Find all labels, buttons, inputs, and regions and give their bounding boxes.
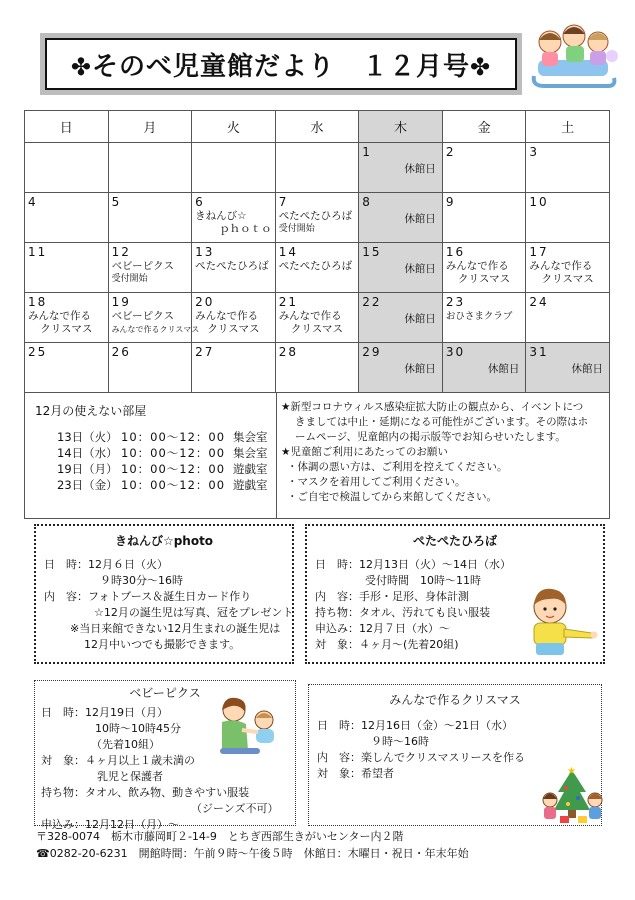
event-label: クリスマス	[458, 273, 511, 285]
day-number: 6	[195, 195, 205, 209]
calendar-cell-21	[275, 293, 359, 343]
room-row	[35, 445, 276, 461]
calendar-cell-7	[275, 193, 359, 243]
calendar-cell-empty	[275, 143, 359, 193]
calendar-cell-25	[25, 343, 109, 393]
event-label: おひさまクラブ	[445, 311, 513, 322]
xmas-line: 日 時：12月16日（金）～21日（水）	[317, 719, 513, 732]
notice-line: ★新型コロナウィルス感染症拡大防止の観点から、イベントにつ	[281, 401, 584, 413]
baby-line: 乳児と保護者	[97, 770, 163, 783]
calendar-cell-14	[275, 243, 359, 293]
christmas-tree-illustration	[540, 762, 604, 826]
room-date: 19日（月）	[57, 462, 118, 476]
event-label: クリスマス	[541, 273, 594, 285]
day-number: 22	[362, 295, 382, 309]
closed-label: 休館日	[404, 263, 436, 275]
day-number: 28	[278, 345, 298, 359]
room-time: 10：00～12：00	[121, 462, 226, 476]
clover-icon: ✤	[470, 52, 492, 81]
kinenbi-line: ※当日来館できない12月生まれの誕生児は	[70, 622, 281, 635]
calendar-cell-2	[442, 143, 526, 193]
day-number: 10	[529, 195, 549, 209]
day-number: 21	[278, 295, 298, 309]
kinenbi-line: 日 時：12月６日（火）	[44, 558, 168, 571]
day-number: 1	[362, 145, 372, 159]
calendar-cell-18	[25, 293, 109, 343]
calendar-cell-3	[526, 143, 610, 193]
parent-baby-illustration	[212, 694, 288, 756]
xmas-title: みんなで作るクリスマス	[389, 693, 521, 707]
room-name: 集会室	[233, 430, 268, 444]
kinenbi-line: 内 容：フォトブース＆誕生日カード作り	[44, 590, 252, 603]
calendar-cell-1	[359, 143, 443, 193]
calendar-cell-19	[108, 293, 200, 343]
event-label: クリスマス	[40, 323, 93, 335]
closed-label: 休館日	[404, 213, 436, 225]
event-label: ぺたぺたひろば	[195, 260, 269, 272]
weekday-header-row	[25, 111, 610, 143]
day-number: 23	[445, 295, 466, 309]
closed-label: 休館日	[487, 363, 520, 375]
baby-line: （ジーンズ不可）	[191, 802, 279, 815]
room-time: 10：00～12：00	[121, 478, 226, 492]
day-number: 24	[529, 295, 549, 309]
kinenbi-line: 12月中いつでも撮影できます。	[84, 638, 241, 651]
calendar-cell-empty	[25, 143, 109, 193]
peta-line: 対 象：４ヶ月～(先着20組)	[315, 638, 459, 651]
event-label: クリスマス	[207, 323, 260, 335]
calendar-cell-empty	[108, 143, 192, 193]
info-section	[24, 393, 610, 519]
closed-label: 休館日	[404, 363, 436, 375]
room-date: 23日（金）	[57, 478, 118, 492]
calendar-week-5	[25, 343, 610, 393]
footer-address: 〒328-0074 栃木市藤岡町２-14-9 とちぎ西部生きがいセンター内２階	[36, 830, 404, 843]
day-number: 20	[195, 295, 215, 309]
kinenbi-photo-box	[34, 524, 294, 664]
event-label: 受付開始	[111, 274, 148, 284]
calendar-week-1	[25, 143, 610, 193]
calendar-week-4	[25, 293, 610, 343]
svg-text:★: ★	[567, 766, 576, 777]
event-label: ベビーピクス	[111, 310, 175, 322]
event-label: クリスマス	[290, 323, 344, 335]
event-label: みんなで作る	[278, 310, 342, 322]
kinenbi-title: きねんび☆photo	[114, 534, 214, 548]
room-row	[35, 429, 276, 445]
baby-line: 日 時：12月19日（月）	[41, 706, 168, 719]
xmas-line: ９時～16時	[371, 735, 429, 748]
notice-block	[281, 400, 611, 505]
day-number: 3	[529, 145, 540, 159]
baby-line: （先着10組）	[91, 738, 160, 751]
room-name: 集会室	[233, 446, 268, 460]
notice-line: ・ご自宅で検温してから来館してください。	[287, 491, 497, 503]
calendar-week-2	[25, 193, 610, 243]
day-number: 15	[362, 245, 382, 259]
day-number: 13	[195, 245, 215, 259]
calendar-cell-30	[442, 343, 526, 393]
baby-line: 10時～10時45分	[95, 722, 181, 735]
calendar-cell-9	[442, 193, 526, 243]
day-number: 12	[111, 245, 131, 259]
day-number: 27	[195, 345, 215, 359]
peta-title: ぺたぺたひろば	[412, 534, 497, 548]
calendar-cell-17	[526, 243, 610, 293]
child-pointing-illustration	[520, 585, 600, 660]
baby-line: 申込み：12月12日（月）～	[41, 818, 179, 831]
xmas-line: 対 象：希望者	[317, 767, 394, 780]
clover-icon: ✤	[70, 52, 92, 81]
event-label: みんなで作る	[28, 310, 91, 322]
calendar-cell-29	[359, 343, 443, 393]
day-number: 11	[28, 245, 48, 259]
room-row	[35, 461, 276, 477]
calendar-cell-15	[359, 243, 443, 293]
room-date: 13日（火）	[57, 430, 118, 444]
closed-label: 休館日	[571, 363, 603, 375]
day-number: 25	[28, 345, 48, 359]
day-number: 2	[445, 145, 456, 159]
event-label: みんなで作る	[195, 310, 259, 322]
closed-label: 休館日	[404, 313, 436, 325]
calendar-cell-22	[359, 293, 443, 343]
calendar-cell-16	[442, 243, 526, 293]
baby-title: ベビーピクス	[129, 686, 201, 700]
peta-line: 内 容：手形・足形、身体計測	[315, 590, 469, 603]
calendar-cell-11	[25, 243, 109, 293]
weekday-sat: 土	[526, 111, 610, 143]
room-name: 遊戯室	[233, 462, 268, 476]
kinenbi-line: ９時30分～16時	[100, 574, 183, 587]
calendar-cell-24	[526, 293, 610, 343]
unavailable-rooms	[25, 393, 277, 518]
event-label: 受付開始	[278, 224, 315, 234]
day-number: 18	[28, 295, 48, 309]
weekday-wed: 水	[275, 111, 359, 143]
notice-line: ームページ、児童館内の掲示版等でお知らせいたします。	[295, 431, 566, 443]
calendar-cell-31	[526, 343, 610, 393]
page-title: ✤そのべ児童館だより １２月号✤	[70, 51, 492, 82]
room-date: 14日（水）	[57, 446, 118, 460]
calendar-cell-23	[442, 293, 526, 343]
calendar-cell-8	[359, 193, 443, 243]
event-label: ｐｈｏｔｏ	[219, 223, 272, 235]
day-number: 5	[111, 195, 122, 209]
day-number: 17	[529, 245, 549, 259]
weekday-fri: 金	[442, 111, 526, 143]
calendar-cell-6	[192, 193, 276, 243]
baby-line: 対 象：４ヶ月以上１歳未満の	[41, 754, 195, 767]
weekday-thu: 木	[359, 111, 443, 143]
event-label: みんなで作る	[529, 260, 593, 272]
day-number: 19	[111, 295, 131, 309]
calendar-cell-empty	[192, 143, 276, 193]
peta-line: 受付時間 10時～11時	[365, 574, 481, 587]
room-row	[35, 477, 276, 493]
closed-label: 休館日	[404, 163, 436, 175]
kids-sled-illustration	[528, 14, 620, 94]
notice-line: ★児童館ご利用にあたってのお願い	[281, 446, 448, 458]
baby-line: 持ち物：タオル、飲み物、動きやすい服装	[41, 786, 250, 799]
notice-line: ・マスクを着用してご利用ください。	[287, 476, 466, 488]
calendar-cell-4	[25, 193, 109, 243]
day-number: 4	[28, 195, 38, 209]
day-number: 9	[445, 195, 456, 209]
notice-line: きましては中止・延期になる可能性がございます。その際はホ	[295, 416, 589, 428]
calendar-cell-13	[192, 243, 276, 293]
event-label: ベビーピクス	[111, 260, 175, 272]
event-label: みんなで作る	[445, 260, 509, 272]
notice-line: ・体調の悪い方は、ご利用を控えてください。	[287, 461, 508, 473]
kinenbi-line: ☆12月の誕生児は写真、冠をプレゼント	[94, 606, 294, 619]
event-label: ぺたぺたひろば	[278, 210, 353, 222]
footer-contact: ☎0282-20-6231 開館時間：午前９時～午後５時 休館日：木曜日・祝日・年末年始	[36, 847, 469, 860]
calendar-cell-28	[275, 343, 359, 393]
day-number: 29	[362, 345, 382, 359]
day-number: 26	[111, 345, 131, 359]
weekday-tue: 火	[192, 111, 276, 143]
day-number: 7	[278, 195, 289, 209]
day-number: 14	[278, 245, 298, 259]
event-label: きねんび☆	[195, 210, 247, 222]
weekday-mon: 月	[108, 111, 192, 143]
footer	[36, 828, 469, 862]
day-number: 16	[445, 245, 466, 259]
calendar-cell-26	[108, 343, 192, 393]
room-name: 遊戯室	[233, 478, 268, 492]
xmas-line: 内 容：楽しんでクリスマスリースを作る	[317, 751, 526, 764]
room-time: 10：00～12：00	[121, 430, 226, 444]
peta-line: 持ち物：タオル、汚れても良い服装	[315, 606, 491, 619]
calendar-cell-27	[192, 343, 276, 393]
calendar-cell-5	[108, 193, 192, 243]
title-banner	[40, 33, 522, 95]
calendar-cell-20	[192, 293, 276, 343]
day-number: 8	[362, 195, 372, 209]
calendar-cell-12	[108, 243, 192, 293]
event-label: みんなで作るクリスマス	[111, 325, 200, 334]
event-label: ぺたぺたひろば	[278, 260, 353, 272]
peta-line: 申込み：12月７日（水）～	[315, 622, 450, 635]
peta-line: 日 時：12月13日（火）～14日（水）	[315, 558, 511, 571]
room-time: 10：00～12：00	[121, 446, 226, 460]
day-number: 30	[445, 345, 466, 359]
weekday-sun: 日	[25, 111, 109, 143]
december-calendar	[24, 110, 610, 393]
calendar-week-3	[25, 243, 610, 293]
unavailable-rooms-heading: 12月の使えない部屋	[35, 404, 147, 418]
day-number: 31	[529, 345, 549, 359]
calendar-cell-10	[526, 193, 610, 243]
title-frame	[45, 38, 517, 90]
